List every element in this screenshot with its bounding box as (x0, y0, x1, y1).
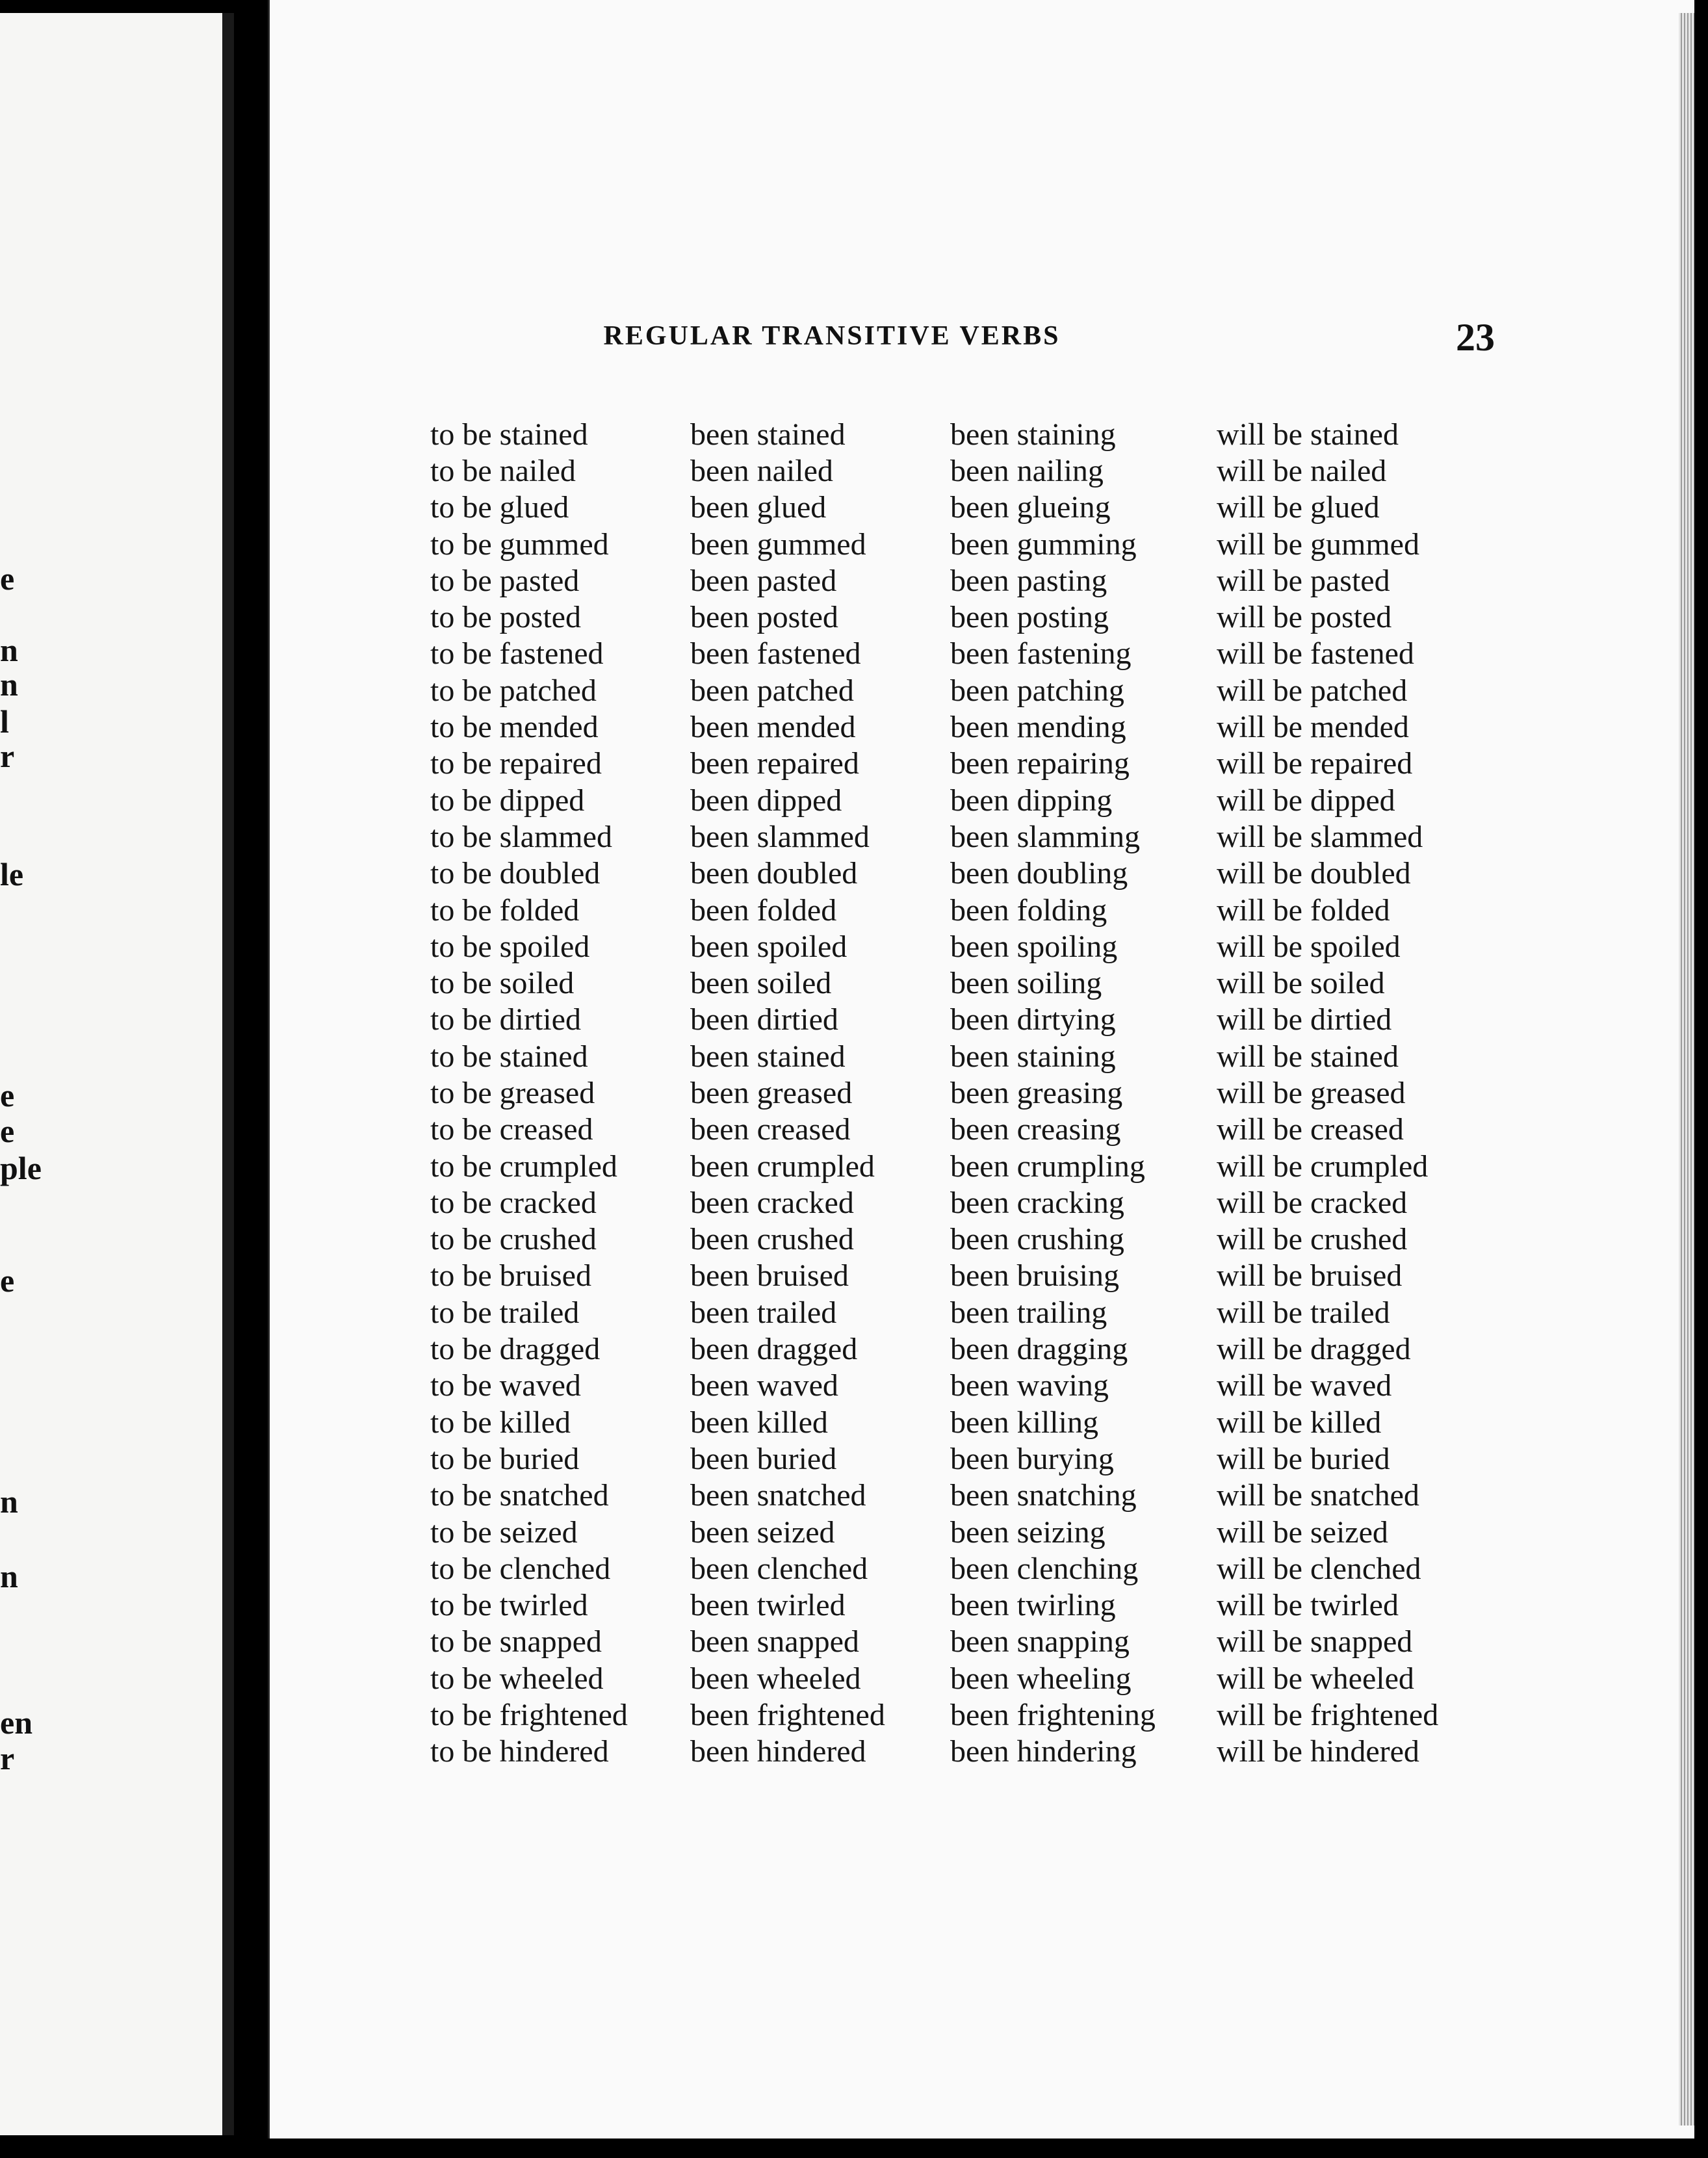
left-page-fragment: n (0, 666, 18, 703)
infinitive-passive-cell: to be stained (430, 417, 588, 452)
perfect-progressive-cell: been killing (950, 1405, 1098, 1440)
verb-conjugation-table (430, 416, 1490, 1770)
perfect-progressive-cell: been mending (950, 710, 1126, 745)
perfect-progressive-cell: been frightening (950, 1698, 1156, 1733)
infinitive-passive-cell: to be waved (430, 1368, 581, 1403)
perfect-passive-cell: been greased (690, 1075, 853, 1110)
future-passive-cell: will be nailed (1217, 453, 1387, 488)
left-page-fragment: e (0, 1113, 15, 1149)
table-row (430, 1696, 1490, 1733)
infinitive-passive-cell: to be clenched (430, 1551, 611, 1586)
perfect-passive-cell: been repaired (690, 746, 859, 781)
left-page-fragment: n (0, 632, 18, 668)
table-row (430, 708, 1490, 745)
perfect-progressive-cell: been twirling (950, 1588, 1116, 1623)
perfect-passive-cell: been soiled (690, 966, 832, 1001)
future-passive-cell: will be patched (1217, 673, 1408, 708)
page-edge-stack (1679, 13, 1694, 2126)
perfect-progressive-cell: been dragging (950, 1332, 1128, 1367)
infinitive-passive-cell: to be crumpled (430, 1149, 617, 1184)
future-passive-cell: will be trailed (1217, 1295, 1390, 1330)
infinitive-passive-cell: to be twirled (430, 1588, 588, 1623)
perfect-passive-cell: been buried (690, 1441, 837, 1476)
infinitive-passive-cell: to be snatched (430, 1478, 609, 1513)
future-passive-cell: will be doubled (1217, 856, 1411, 891)
perfect-passive-cell: been waved (690, 1368, 838, 1403)
future-passive-cell: will be snatched (1217, 1478, 1419, 1513)
perfect-progressive-cell: been snatching (950, 1478, 1137, 1513)
perfect-passive-cell: been hindered (690, 1734, 866, 1769)
future-passive-cell: will be greased (1217, 1075, 1406, 1110)
perfect-passive-cell: been twirled (690, 1588, 846, 1623)
future-passive-cell: will be stained (1217, 417, 1399, 452)
perfect-progressive-cell: been bruising (950, 1258, 1119, 1294)
table-row (430, 1112, 1490, 1148)
infinitive-passive-cell: to be greased (430, 1075, 595, 1110)
table-row (430, 489, 1490, 526)
future-passive-cell: will be cracked (1217, 1185, 1408, 1220)
perfect-passive-cell: been snatched (690, 1478, 866, 1513)
infinitive-passive-cell: to be trailed (430, 1295, 580, 1330)
future-passive-cell: will be dragged (1217, 1332, 1411, 1367)
perfect-passive-cell: been stained (690, 1039, 846, 1074)
future-passive-cell: will be creased (1217, 1112, 1404, 1147)
future-passive-cell: will be crushed (1217, 1222, 1408, 1257)
infinitive-passive-cell: to be gummed (430, 526, 609, 562)
perfect-progressive-cell: been folding (950, 892, 1107, 928)
future-passive-cell: will be folded (1217, 892, 1390, 928)
perfect-progressive-cell: been dirtying (950, 1002, 1116, 1037)
infinitive-passive-cell: to be glued (430, 490, 569, 525)
perfect-progressive-cell: been crumpling (950, 1149, 1145, 1184)
perfect-progressive-cell: been snapping (950, 1624, 1130, 1659)
perfect-passive-cell: been crushed (690, 1222, 854, 1257)
table-row (430, 1734, 1490, 1770)
left-page-fragment: e (0, 1262, 15, 1299)
perfect-passive-cell: been bruised (690, 1258, 849, 1294)
perfect-progressive-cell: been repairing (950, 746, 1130, 781)
perfect-progressive-cell: been wheeling (950, 1661, 1132, 1696)
future-passive-cell: will be gummed (1217, 526, 1419, 562)
future-passive-cell: will be wheeled (1217, 1661, 1414, 1696)
perfect-passive-cell: been dipped (690, 783, 842, 818)
table-row (430, 1514, 1490, 1550)
left-page-fragment: l (0, 703, 9, 740)
future-passive-cell: will be mended (1217, 710, 1409, 745)
perfect-progressive-cell: been pasting (950, 563, 1107, 598)
perfect-progressive-cell: been soiling (950, 966, 1102, 1001)
table-row (430, 1404, 1490, 1440)
infinitive-passive-cell: to be posted (430, 600, 581, 635)
infinitive-passive-cell: to be snapped (430, 1624, 602, 1659)
table-row (430, 562, 1490, 599)
table-row (430, 965, 1490, 1001)
table-row (430, 928, 1490, 965)
future-passive-cell: will be repaired (1217, 746, 1413, 781)
infinitive-passive-cell: to be doubled (430, 856, 601, 891)
table-row (430, 1331, 1490, 1367)
perfect-progressive-cell: been cracking (950, 1185, 1124, 1220)
table-row (430, 1221, 1490, 1258)
infinitive-passive-cell: to be bruised (430, 1258, 591, 1294)
perfect-progressive-cell: been spoiling (950, 929, 1118, 964)
future-passive-cell: will be pasted (1217, 563, 1390, 598)
left-page-fragment: e (0, 560, 15, 597)
table-row (430, 855, 1490, 892)
future-passive-cell: will be soiled (1217, 966, 1385, 1001)
infinitive-passive-cell: to be folded (430, 892, 580, 928)
page-number: 23 (1456, 316, 1495, 359)
infinitive-passive-cell: to be pasted (430, 563, 580, 598)
future-passive-cell: will be hindered (1217, 1734, 1419, 1769)
table-row (430, 1624, 1490, 1660)
perfect-passive-cell: been patched (690, 673, 854, 708)
running-header (422, 315, 1495, 361)
perfect-passive-cell: been spoiled (690, 929, 848, 964)
left-page-fragment: r (0, 1740, 15, 1776)
perfect-passive-cell: been frightened (690, 1698, 885, 1733)
perfect-progressive-cell: been creasing (950, 1112, 1121, 1147)
future-passive-cell: will be seized (1217, 1514, 1388, 1550)
table-row (430, 672, 1490, 708)
perfect-progressive-cell: been glueing (950, 490, 1111, 525)
table-row (430, 1002, 1490, 1038)
table-row (430, 1660, 1490, 1696)
perfect-passive-cell: been killed (690, 1405, 828, 1440)
perfect-progressive-cell: been posting (950, 600, 1109, 635)
infinitive-passive-cell: to be crushed (430, 1222, 597, 1257)
infinitive-passive-cell: to be dipped (430, 783, 585, 818)
table-row (430, 636, 1490, 672)
table-row (430, 818, 1490, 855)
table-row (430, 1550, 1490, 1587)
future-passive-cell: will be twirled (1217, 1588, 1399, 1623)
infinitive-passive-cell: to be soiled (430, 966, 575, 1001)
perfect-progressive-cell: been gumming (950, 526, 1137, 562)
infinitive-passive-cell: to be buried (430, 1441, 580, 1476)
perfect-passive-cell: been pasted (690, 563, 837, 598)
table-row (430, 1440, 1490, 1477)
perfect-passive-cell: been seized (690, 1514, 835, 1550)
perfect-passive-cell: been crumpled (690, 1149, 875, 1184)
perfect-progressive-cell: been slamming (950, 819, 1140, 854)
infinitive-passive-cell: to be frightened (430, 1698, 628, 1733)
perfect-progressive-cell: been clenching (950, 1551, 1139, 1586)
perfect-passive-cell: been gummed (690, 526, 866, 562)
left-page-fragment: n (0, 1483, 18, 1520)
perfect-passive-cell: been creased (690, 1112, 851, 1147)
future-passive-cell: will be snapped (1217, 1624, 1413, 1659)
book-gutter (222, 13, 234, 2135)
table-row (430, 1587, 1490, 1624)
table-row (430, 1294, 1490, 1331)
infinitive-passive-cell: to be wheeled (430, 1661, 604, 1696)
table-row (430, 1074, 1490, 1111)
perfect-progressive-cell: been greasing (950, 1075, 1123, 1110)
future-passive-cell: will be glued (1217, 490, 1380, 525)
future-passive-cell: will be killed (1217, 1405, 1382, 1440)
infinitive-passive-cell: to be spoiled (430, 929, 590, 964)
table-row (430, 1477, 1490, 1514)
perfect-passive-cell: been folded (690, 892, 837, 928)
infinitive-passive-cell: to be dirtied (430, 1002, 581, 1037)
perfect-progressive-cell: been seizing (950, 1514, 1106, 1550)
table-row (430, 1148, 1490, 1184)
left-page-fragment: en (0, 1704, 32, 1741)
future-passive-cell: will be posted (1217, 600, 1392, 635)
table-row (430, 452, 1490, 489)
infinitive-passive-cell: to be stained (430, 1039, 588, 1074)
left-page-fragment: le (0, 856, 24, 892)
perfect-passive-cell: been nailed (690, 453, 833, 488)
perfect-progressive-cell: been burying (950, 1441, 1114, 1476)
left-page-fragment: n (0, 1558, 18, 1594)
infinitive-passive-cell: to be cracked (430, 1185, 597, 1220)
perfect-progressive-cell: been staining (950, 417, 1116, 452)
future-passive-cell: will be stained (1217, 1039, 1399, 1074)
header-title: REGULAR TRANSITIVE VERBS (603, 321, 1061, 351)
perfect-passive-cell: been snapped (690, 1624, 859, 1659)
left-page-fragment: r (0, 738, 15, 774)
table-row (430, 892, 1490, 928)
table-row (430, 1258, 1490, 1294)
table-row (430, 416, 1490, 452)
left-page-edge (0, 13, 234, 2135)
perfect-passive-cell: been slammed (690, 819, 870, 854)
table-row (430, 1038, 1490, 1074)
left-page-fragment: e (0, 1077, 15, 1113)
infinitive-passive-cell: to be patched (430, 673, 597, 708)
infinitive-passive-cell: to be seized (430, 1514, 578, 1550)
perfect-passive-cell: been stained (690, 417, 846, 452)
infinitive-passive-cell: to be nailed (430, 453, 576, 488)
perfect-progressive-cell: been staining (950, 1039, 1116, 1074)
table-row (430, 526, 1490, 562)
future-passive-cell: will be crumpled (1217, 1149, 1429, 1184)
perfect-progressive-cell: been hindering (950, 1734, 1137, 1769)
perfect-progressive-cell: been doubling (950, 856, 1128, 891)
infinitive-passive-cell: to be dragged (430, 1332, 601, 1367)
perfect-passive-cell: been doubled (690, 856, 858, 891)
perfect-progressive-cell: been dipping (950, 783, 1113, 818)
infinitive-passive-cell: to be slammed (430, 819, 612, 854)
perfect-progressive-cell: been patching (950, 673, 1124, 708)
perfect-passive-cell: been dirtied (690, 1002, 838, 1037)
perfect-passive-cell: been wheeled (690, 1661, 861, 1696)
perfect-passive-cell: been posted (690, 600, 838, 635)
future-passive-cell: will be clenched (1217, 1551, 1421, 1586)
table-row (430, 746, 1490, 782)
perfect-passive-cell: been glued (690, 490, 827, 525)
future-passive-cell: will be spoiled (1217, 929, 1401, 964)
perfect-progressive-cell: been fastening (950, 636, 1132, 671)
perfect-progressive-cell: been crushing (950, 1222, 1124, 1257)
future-passive-cell: will be buried (1217, 1441, 1390, 1476)
perfect-passive-cell: been cracked (690, 1185, 854, 1220)
table-row (430, 782, 1490, 818)
future-passive-cell: will be frightened (1217, 1698, 1439, 1733)
table-row (430, 1368, 1490, 1404)
infinitive-passive-cell: to be mended (430, 710, 599, 745)
left-page-fragment: ple (0, 1150, 42, 1186)
perfect-passive-cell: been fastened (690, 636, 861, 671)
perfect-passive-cell: been dragged (690, 1332, 858, 1367)
future-passive-cell: will be bruised (1217, 1258, 1403, 1294)
future-passive-cell: will be waved (1217, 1368, 1392, 1403)
future-passive-cell: will be dipped (1217, 783, 1395, 818)
infinitive-passive-cell: to be fastened (430, 636, 604, 671)
future-passive-cell: will be slammed (1217, 819, 1423, 854)
future-passive-cell: will be fastened (1217, 636, 1414, 671)
perfect-progressive-cell: been waving (950, 1368, 1109, 1403)
table-row (430, 1184, 1490, 1221)
future-passive-cell: will be dirtied (1217, 1002, 1392, 1037)
infinitive-passive-cell: to be hindered (430, 1734, 609, 1769)
perfect-passive-cell: been mended (690, 710, 856, 745)
perfect-progressive-cell: been nailing (950, 453, 1104, 488)
perfect-passive-cell: been trailed (690, 1295, 837, 1330)
infinitive-passive-cell: to be killed (430, 1405, 571, 1440)
infinitive-passive-cell: to be creased (430, 1112, 593, 1147)
table-row (430, 599, 1490, 635)
infinitive-passive-cell: to be repaired (430, 746, 602, 781)
perfect-progressive-cell: been trailing (950, 1295, 1107, 1330)
perfect-passive-cell: been clenched (690, 1551, 868, 1586)
